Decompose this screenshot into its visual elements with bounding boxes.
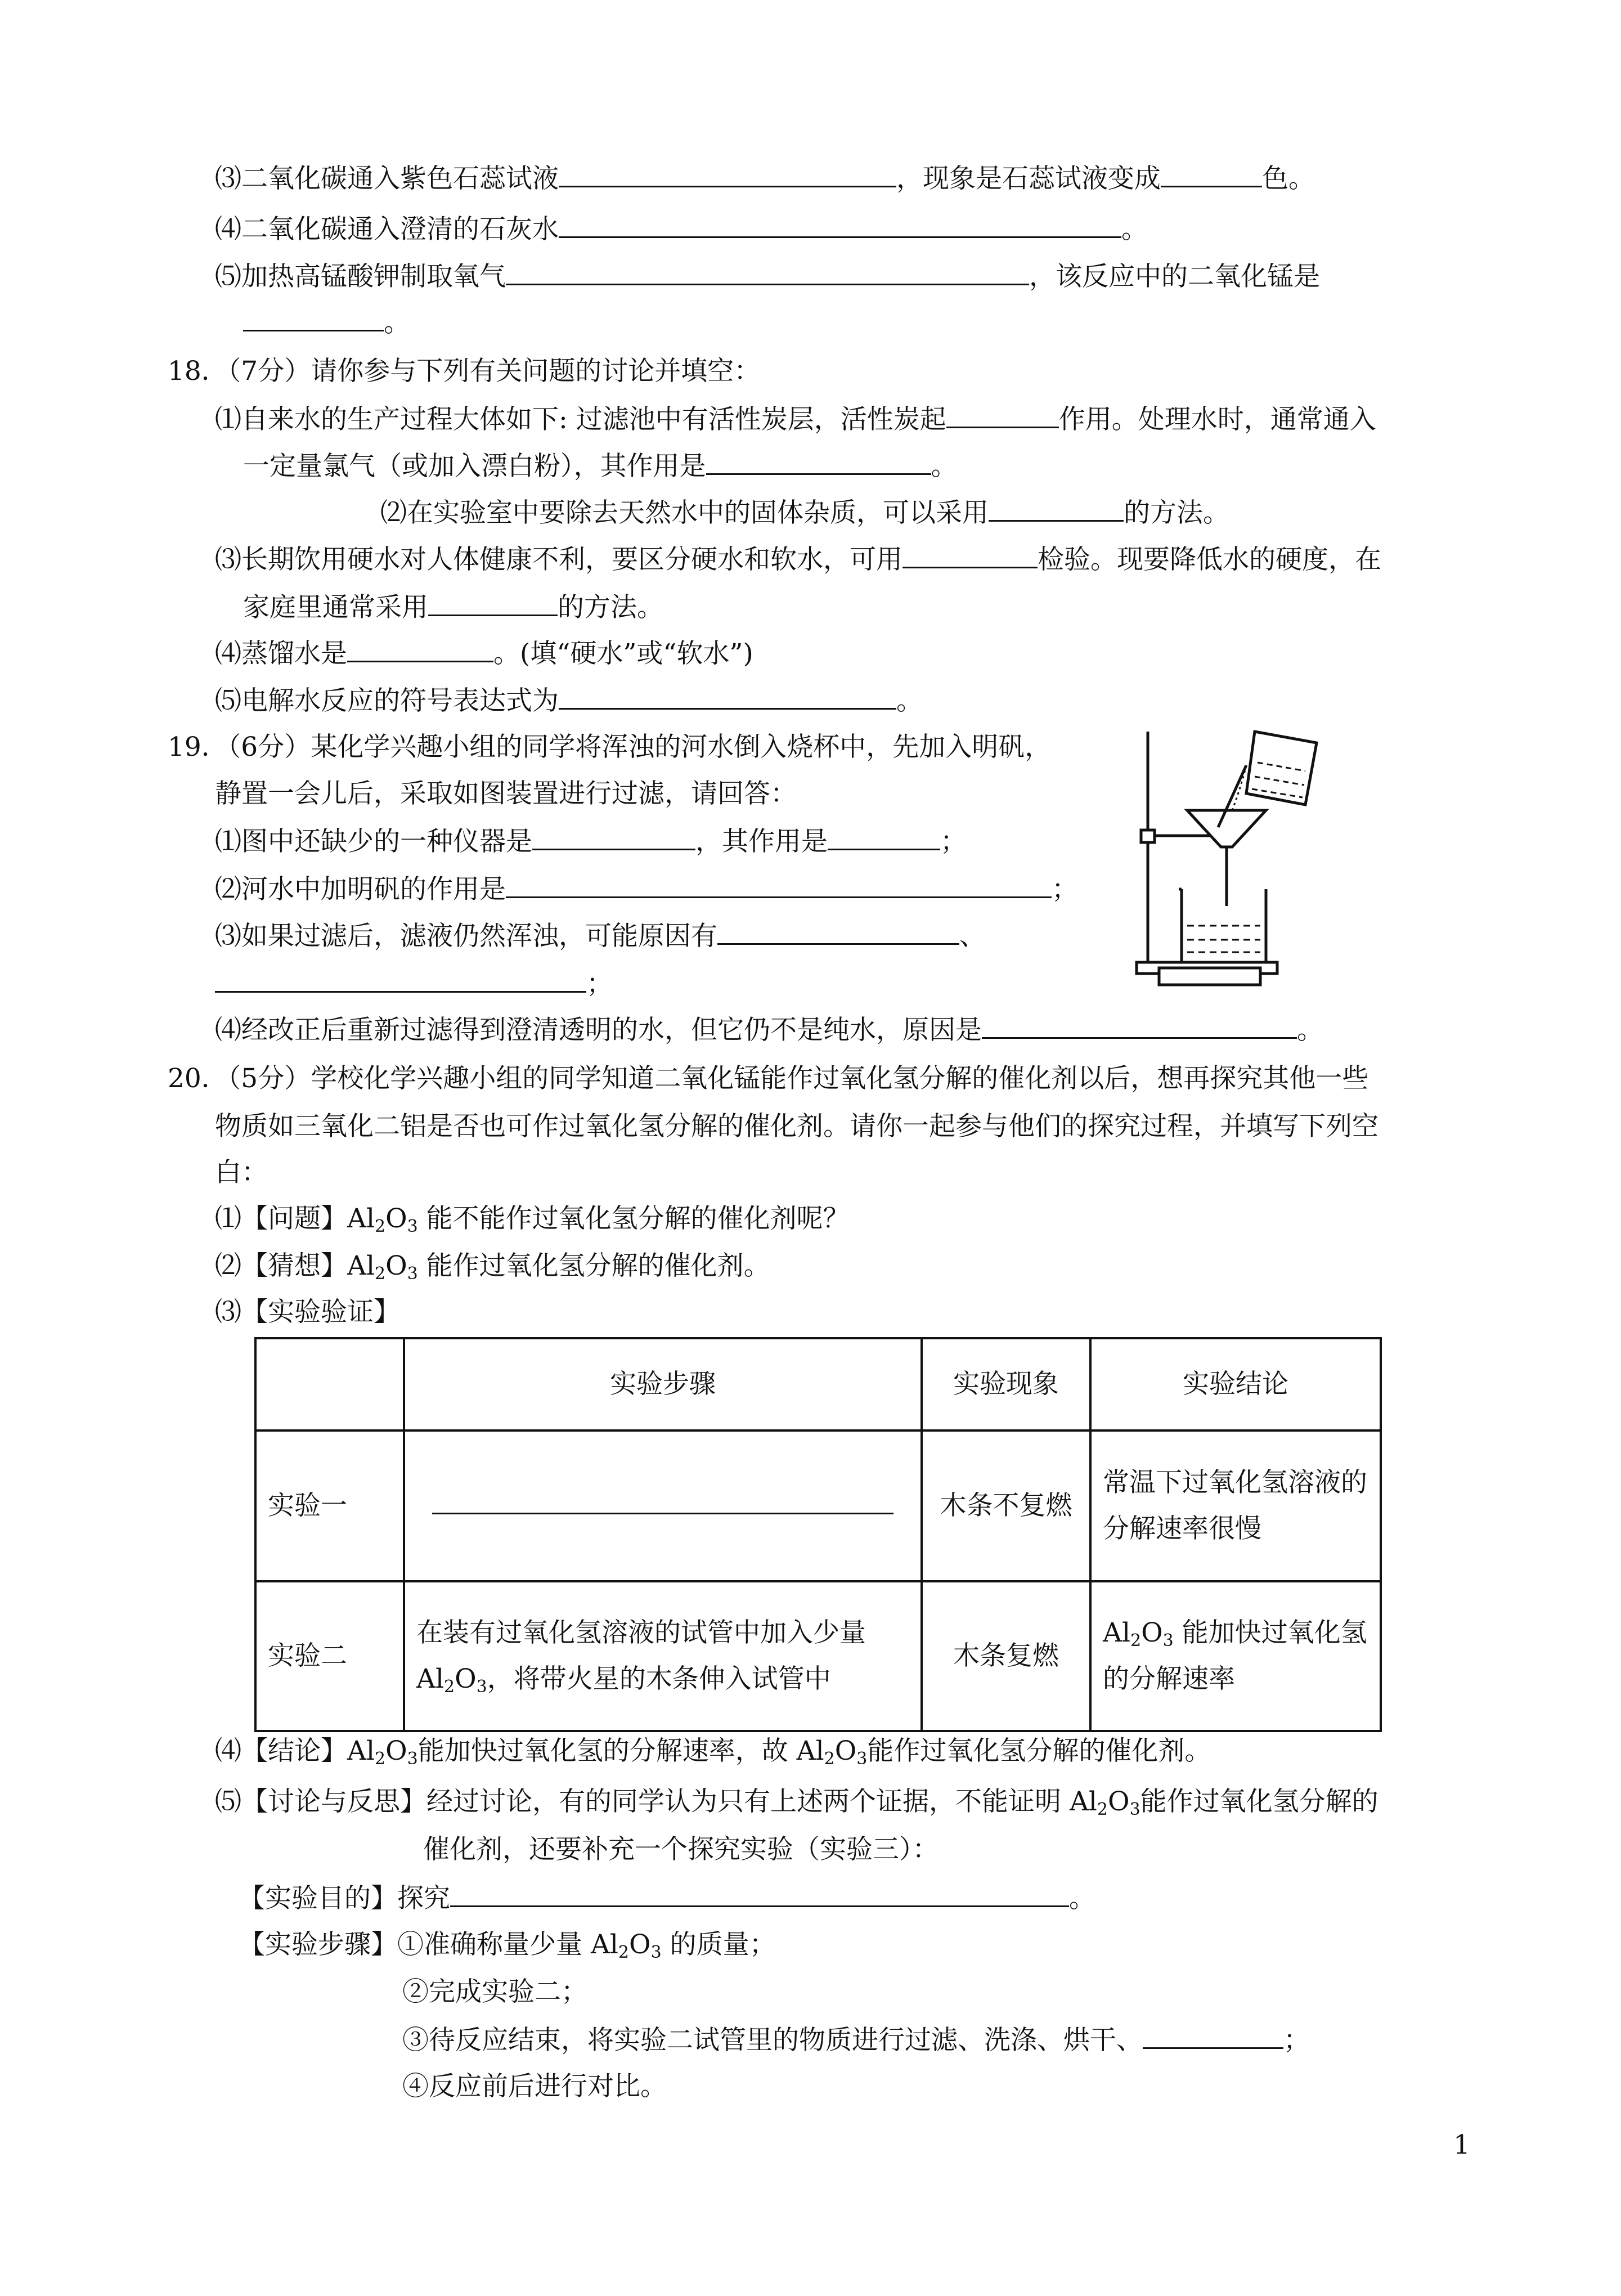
table-cell: 实验二	[255, 1581, 404, 1731]
q19-part-1: ⑴图中还缺少的一种仪器是 ，其作用是 ；	[215, 823, 967, 860]
table-cell: 木条不复燃	[922, 1430, 1090, 1581]
q20-hypothesis: ⑵【猜想】$Al_2O_3$ 能作过氧化氢分解的催化剂。	[215, 1250, 770, 1284]
q20-heading: 20．（5分）学校化学兴趣小组的同学知道二氧化锰能作过氧化氢分解的催化剂以后，想再探究其他一些	[168, 1063, 1369, 1094]
q19-part-4: ⑷经改正后重新过滤得到澄清透明的水，但它仍不是纯水，原因是 。	[215, 1011, 1323, 1048]
table-cell: $Al_2O_3$ 能加快过氧化氢的分解速率	[1090, 1581, 1381, 1731]
q18-part-3: ⑶长期饮用硬水对人体健康不利，要区分硬水和软水，可用 检验。现要降低水的硬度，在	[215, 541, 1381, 578]
q18-part-5: ⑸电解水反应的符号表达式为 。	[215, 682, 923, 719]
q19-part-2: ⑵河水中加明矾的作用是 ；	[215, 871, 1078, 908]
table-header-row	[255, 1338, 1381, 1430]
q20-heading-2: 物质如三氧化二铝是否也可作过氧化氢分解的催化剂。请你一起参与他们的探究过程，并填写下列空	[215, 1111, 1378, 1142]
table-cell: 实验一	[255, 1430, 404, 1581]
answer-blank[interactable]	[450, 1880, 1069, 1907]
table-row	[255, 1430, 1381, 1581]
q17-line-5: ⑸加热高锰酸钾制取氧气 ，该反应中的二氧化锰是	[215, 258, 1320, 295]
experiment-table	[254, 1337, 1382, 1732]
table-cell: 常温下过氧化氢溶液的分解速率很慢	[1090, 1430, 1381, 1581]
page-number: 1	[1453, 2129, 1470, 2160]
answer-blank[interactable]	[428, 589, 558, 616]
q20-goal: 【实验目的】探究 。	[239, 1880, 1095, 1917]
answer-blank[interactable]	[506, 871, 1052, 898]
q18-heading: 18．（7分）请你参与下列有关问题的讨论并填空：	[168, 356, 761, 387]
answer-blank[interactable]	[559, 682, 896, 710]
q19-heading-2: 静置一会儿后，采取如图装置进行过滤，请回答：	[215, 778, 797, 809]
answer-blank[interactable]	[559, 160, 896, 187]
table-header-cell: 实验步骤	[404, 1338, 922, 1430]
q19-heading: 19．（6分）某化学兴趣小组的同学将浑浊的河水倒入烧杯中，先加入明矾，	[168, 732, 1052, 763]
answer-blank[interactable]	[1161, 160, 1262, 187]
answer-blank[interactable]	[243, 304, 384, 331]
q20-step-4: ④反应前后进行对比。	[402, 2071, 667, 2102]
answer-blank[interactable]	[559, 210, 1121, 238]
q20-verification-label: ⑶【实验验证】	[215, 1297, 400, 1328]
answer-blank[interactable]	[946, 401, 1059, 428]
table-row	[255, 1581, 1381, 1731]
q19-part-3: ⑶如果过滤后，滤液仍然浑浊，可能原因有 、	[215, 917, 986, 954]
answer-blank[interactable]	[828, 823, 940, 850]
answer-blank[interactable]	[506, 258, 1029, 285]
q20-reflection: ⑸【讨论与反思】经过讨论，有的同学认为只有上述两个证据，不能证明 $Al_2O_3$能作过氧化氢分解的	[215, 1786, 1378, 1819]
q18-part-1: ⑴自来水的生产过程大体如下: 过滤池中有活性炭层，活性炭起 作用。处理水时，通常通入	[215, 401, 1376, 438]
q20-question: ⑴【问题】$Al_2O_3$ 能不能作过氧化氢分解的催化剂呢？	[215, 1203, 850, 1236]
table-header-cell	[255, 1338, 404, 1430]
answer-blank[interactable]	[347, 635, 493, 662]
q18-part-2: ⑵在实验室中要除去天然水中的固体杂质，可以采用 的方法。	[380, 494, 1229, 531]
q20-reflection-2: 催化剂，还要补充一个探究实验（实验三）：	[423, 1834, 939, 1865]
q20-step-2: ②完成实验二；	[402, 1976, 587, 2007]
q17-line-3: ⑶二氧化碳通入紫色石蕊试液 ，现象是石蕊试液变成 色。	[215, 160, 1315, 197]
answer-blank[interactable]	[902, 541, 1038, 568]
answer-blank[interactable]	[1143, 2021, 1283, 2049]
filtration-apparatus-figure	[1125, 720, 1339, 990]
q20-conclusion: ⑷【结论】$Al_2O_3$能加快过氧化氢的分解速率，故 $Al_2O_3$能作过氧化氢分解的催化剂。	[215, 1736, 1211, 1769]
answer-blank[interactable]	[982, 1011, 1297, 1039]
table-cell: 在装有过氧化氢溶液的试管中加入少量 $Al_2O_3$，将带火星的木条伸入试管中	[404, 1581, 922, 1731]
answer-blank[interactable]	[532, 823, 695, 850]
q18-part-4: ⑷蒸馏水是 。(填“硬水”或“软水”)	[215, 635, 753, 672]
answer-blank[interactable]	[215, 965, 586, 993]
q18-part-1b: 一定量氯气（或加入漂白粉），其作用是 。	[243, 447, 958, 485]
q20-step-1: 【实验步骤】①准确称量少量 $Al_2O_3$ 的质量；	[239, 1929, 776, 1962]
answer-blank[interactable]	[706, 447, 931, 475]
q20-step-3: ③待反应结束，将实验二试管里的物质进行过滤、洗涤、烘干、 ；	[402, 2021, 1310, 2059]
q18-part-3b: 家庭里通常采用 的方法。	[243, 589, 663, 626]
q17-line-5b: 。	[243, 304, 410, 341]
q20-heading-3: 白：	[215, 1157, 268, 1188]
q17-line-4: ⑷二氧化碳通入澄清的石灰水 。	[215, 210, 1148, 248]
table-header-cell: 实验结论	[1090, 1338, 1381, 1430]
answer-blank[interactable]	[989, 494, 1124, 522]
table-cell	[404, 1430, 922, 1581]
q19-part-3b: ；	[215, 965, 613, 1002]
table-cell: 木条复燃	[922, 1581, 1090, 1731]
answer-blank[interactable]	[717, 917, 959, 945]
table-header-cell: 实验现象	[922, 1338, 1090, 1430]
answer-blank[interactable]	[432, 1487, 893, 1514]
